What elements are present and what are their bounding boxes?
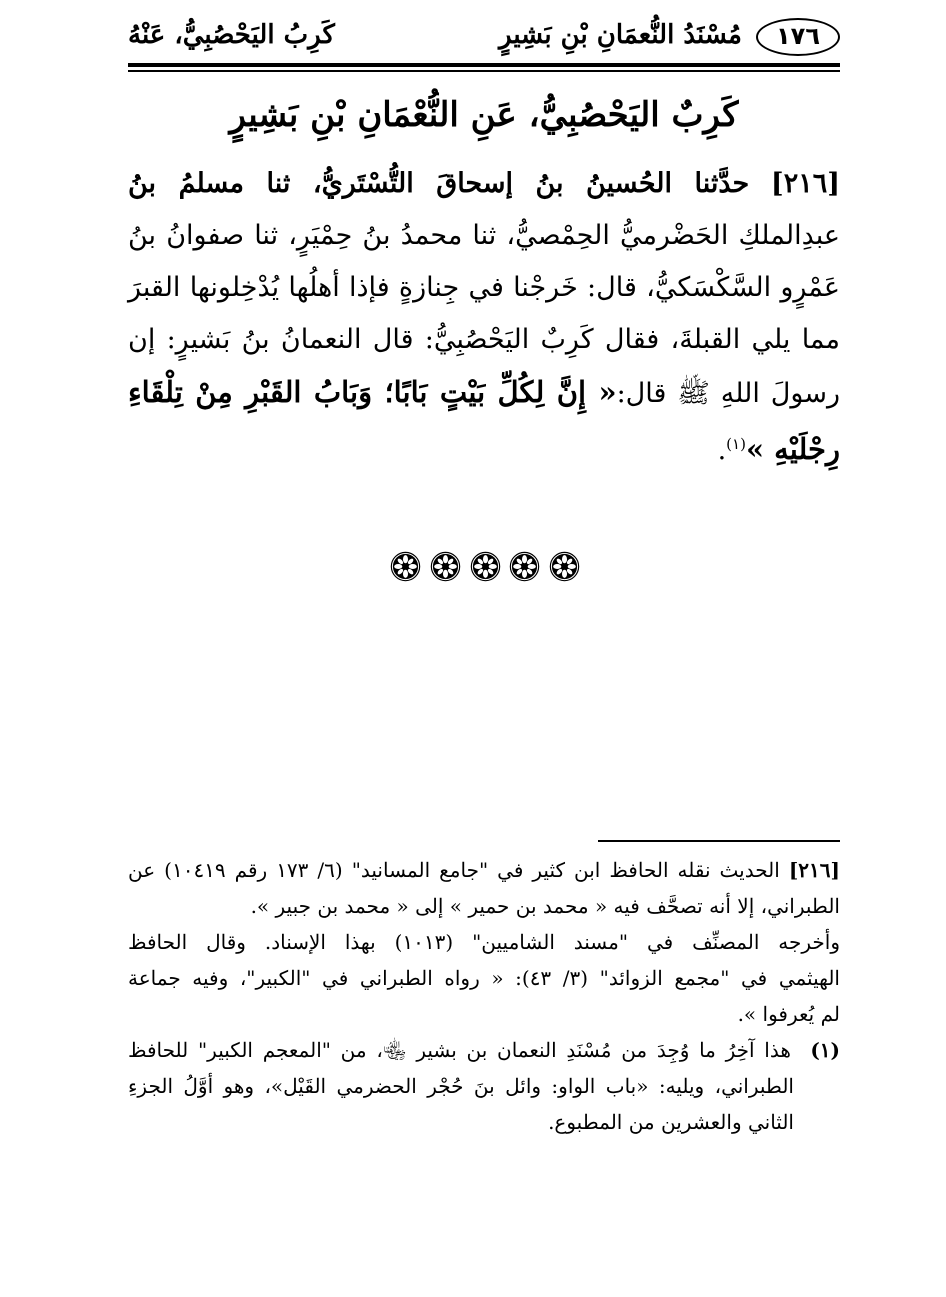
hadith-line: عبدِالملكِ الحَضْرميُّ الحِمْصيُّ، ثنا محمدُ بنُ حِمْيَرٍ، ثنا صفوانُ بنُ	[128, 220, 840, 251]
footnote-ref: [٢١٦]	[788, 858, 840, 882]
footnote-line	[128, 1032, 840, 1068]
footnotes	[128, 852, 840, 1140]
floral-ornament-icon	[430, 551, 461, 582]
hadith-line: عَمْرٍو السَّكْسَكيُّ، قال: خَرجْنا في جِنازةٍ فإذا أهلُها يُدْخِلونها القبرَ	[128, 272, 840, 303]
hadith-line: مما يلي القبلةَ، فقال كَرِبٌ اليَحْصُبِيُّ: قال النعمانُ بنُ بَشيرٍ: إن	[128, 324, 840, 355]
header-rule-thick	[128, 63, 840, 67]
prophetic-quote-end: رِجْلَيْهِ »	[745, 432, 840, 466]
footnote-line: الثاني والعشرين من المطبوع.	[548, 1110, 794, 1134]
footnote-line: وأخرجه المصنِّف في "مسند الشاميين" (١٠١٣) بهذا الإسناد. وقال الحافظ	[128, 930, 840, 954]
footnote-line: الهيثمي في "مجمع الزوائد" (٣/ ٤٣): « رواه الطبراني في "الكبير"، وفيه جماعة	[128, 966, 840, 990]
hadith-line-text: حدَّثنا الحُسينُ بنُ إسحاقَ التُّسْتَريُّ، ثنا مسلمُ بنُ	[128, 168, 750, 199]
floral-ornament-icon	[470, 551, 501, 582]
footnote-line	[128, 852, 840, 888]
hadith-line	[128, 418, 840, 470]
page-number: ١٧٦	[756, 18, 840, 56]
sentence-period: .	[717, 435, 727, 466]
footnote-marker: (١)	[726, 435, 746, 453]
footnote-line: الطبراني، ويليه: «باب الواو: وائل بنَ حُجْر الحضرمي القَيْل»، وهو أوَّلُ الجزءِ	[128, 1074, 794, 1098]
running-title: مُسْنَدُ النُّعمَانِ بْنِ بَشِيرٍ	[498, 20, 742, 50]
prophetic-quote: « إِنَّ لِكُلِّ بَيْتٍ بَابًا؛ وَبَابُ القَبْرِ مِنْ تِلْقَاءِ	[128, 375, 617, 409]
ornament-divider	[390, 548, 580, 584]
footnote-text: هذا آخِرُ ما وُجِدَ من مُسْنَدِ النعمان بن بشير ﵄، من "المعجم الكبير" للحافظ	[128, 1038, 791, 1062]
footnote-line: الطبراني، إلا أنه تصحَّف فيه « محمد بن حمير » إلى « محمد بن جبير ».	[250, 894, 840, 918]
hadith-line-text: رسولَ اللهِ ﷺ قال:	[616, 378, 840, 409]
section-heading: كَرِبٌ اليَحْصُبِيُّ، عَنِ النُّعْمَانِ بْنِ بَشِيرٍ	[229, 95, 739, 135]
footnote-line: لم يُعرفوا ».	[737, 1002, 840, 1026]
floral-ornament-icon	[390, 551, 421, 582]
header-rule-thin	[128, 70, 840, 72]
hadith-text	[128, 158, 840, 470]
running-section-title: كَرِبُ اليَحْصُبِيُّ، عَنْهُ	[128, 20, 335, 50]
page-header	[128, 12, 840, 60]
hadith-number: [٢١٦]	[770, 168, 840, 199]
hadith-line	[128, 366, 840, 418]
floral-ornament-icon	[549, 551, 580, 582]
footnote-separator	[598, 840, 840, 842]
footnote-text: الحديث نقله الحافظ ابن كثير في "جامع المسانيد" (٦/ ١٧٣ رقم ١٠٤١٩) عن	[128, 858, 780, 882]
footnote-ref: (١)	[810, 1038, 841, 1062]
floral-ornament-icon	[509, 551, 540, 582]
hadith-line	[128, 158, 840, 210]
